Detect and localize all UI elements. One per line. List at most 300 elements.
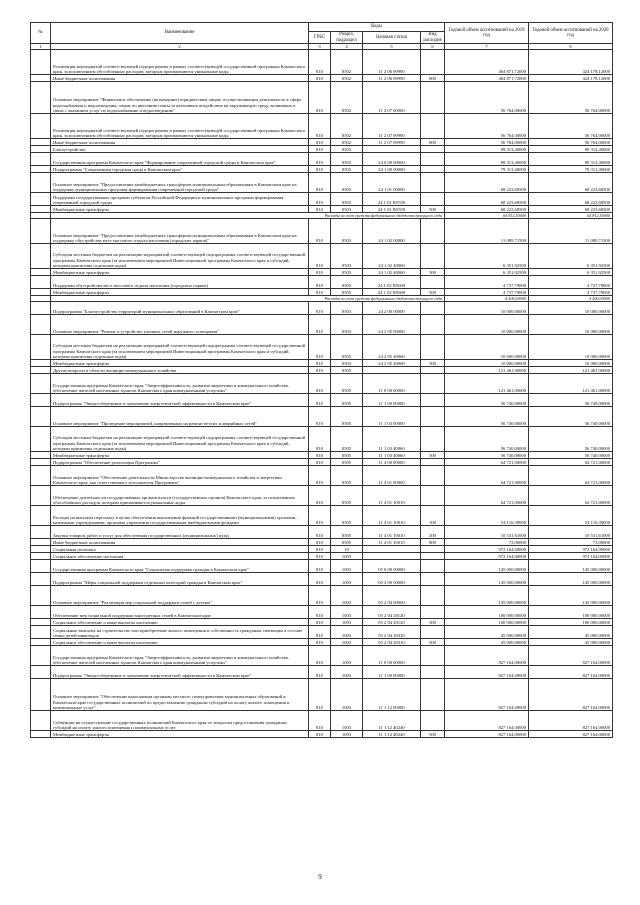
cell-2019: 100 000,00000 — [445, 606, 529, 619]
col-index: 4 — [331, 44, 363, 50]
cell-2019: 68 223,68500 — [445, 193, 529, 206]
cell-vr: 100 — [421, 506, 445, 526]
cell-razdel: 0503 — [331, 244, 363, 269]
cell-name: Государственная программа Камчатского края "Социальная поддержка граждан в Камчатском крае" — [51, 560, 309, 573]
table-row — [31, 75, 613, 82]
cell-2019: 10 000,00000 — [445, 335, 529, 360]
cell-name: Поддержка обустройства мест массового отдыха населения (городских парков) — [51, 276, 309, 289]
cell-vr — [421, 466, 445, 486]
col-index: 8 — [529, 44, 613, 50]
cell-grbs: 810 — [309, 302, 331, 315]
cell-grbs: 810 — [309, 360, 331, 367]
cell-grbs: 810 — [309, 75, 331, 82]
cell-vr — [421, 394, 445, 407]
cell-grbs: 810 — [309, 619, 331, 626]
cell-name: Межбюджетные трансферты — [51, 289, 309, 296]
cell-csr: 11 2 06 09990 — [363, 75, 421, 82]
table-row — [31, 679, 613, 711]
cell-2020: 4 737,79000 — [529, 276, 613, 289]
cell-name: Обеспечение деятельности государственных органов власти (государственных органов) Камчатского края, за исключением обособленных расходов, которым присваиваются уникальные коды — [51, 486, 309, 506]
cell-name: Основное мероприятие "Ремонт и устройство уличных сетей наружного освещения" — [51, 315, 309, 335]
cell-2019: 145 000,00000 — [445, 586, 529, 606]
table-row — [31, 526, 613, 539]
cell-num — [31, 711, 51, 731]
cell-2019: 972 164,00000 — [445, 553, 529, 560]
cell-razdel: 0505 — [331, 539, 363, 546]
cell-razdel: 1003 — [331, 573, 363, 586]
header-razdel: Раздел, подраздел — [331, 32, 363, 44]
cell-2019: 4 737,79000 — [445, 289, 529, 296]
cell-2020: 6 351,92500 — [529, 269, 613, 276]
cell-vr — [421, 367, 445, 374]
cell-csr: 24 2 05 40060 — [363, 335, 421, 360]
cell-razdel: 0503 — [331, 335, 363, 360]
table-row — [31, 146, 613, 153]
cell-num — [31, 459, 51, 466]
header-grbs: ГРБС — [309, 32, 331, 44]
cell-2019: 145 000,00000 — [445, 573, 529, 586]
cell-grbs: 810 — [309, 269, 331, 276]
cell-razdel: 0502 — [331, 75, 363, 82]
cell-2020: 10 000,00000 — [529, 360, 613, 367]
cell-csr: 05 2 00 00000 — [363, 573, 421, 586]
cell-2020: 827 164,00000 — [529, 666, 613, 679]
cell-2019: 56 740,00000 — [445, 452, 529, 459]
cell-name: Социальная политика — [51, 546, 309, 553]
cell-name: Субвенции на осуществление государственных полномочий Камчатского края по вопросам предоставления гражданам субсидий на оплату жилого помещения и коммунальных услуг — [51, 711, 309, 731]
cell-razdel: 0503 — [331, 166, 363, 173]
cell-num — [31, 539, 51, 546]
cell-csr: 11 2 07 09990 — [363, 114, 421, 139]
cell-grbs: 810 — [309, 374, 331, 394]
header-codes: Коды — [309, 23, 445, 32]
cell-2019: 404 871,72000 — [445, 50, 529, 75]
cell-razdel: 0503 — [331, 193, 363, 206]
cell-razdel: 0503 — [331, 206, 363, 213]
cell-2019: 6 351,92500 — [445, 269, 529, 276]
cell-2019: 827 164,00000 — [445, 646, 529, 666]
cell-num — [31, 553, 51, 560]
cell-note: Расходы за счет средств федерального бюджета текущего года — [51, 213, 445, 219]
cell-2020: 827 164,00000 — [529, 711, 613, 731]
table-row — [31, 374, 613, 394]
cell-vr — [421, 335, 445, 360]
cell-2019: 121 461,00000 — [445, 374, 529, 394]
cell-razdel: 1003 — [331, 711, 363, 731]
cell-2020: 68 223,68500 — [529, 206, 613, 213]
cell-2019: 45 000,00000 — [445, 626, 529, 639]
cell-razdel: 0503 — [331, 302, 363, 315]
cell-num — [31, 427, 51, 452]
table-row — [31, 269, 613, 276]
cell-grbs: 810 — [309, 646, 331, 666]
cell-vr: 500 — [421, 289, 445, 296]
cell-2019: 56 740,00000 — [445, 394, 529, 407]
cell-num — [31, 219, 51, 244]
cell-2020: 10 000,00000 — [529, 302, 613, 315]
cell-vr — [421, 193, 445, 206]
cell-grbs: 810 — [309, 173, 331, 193]
cell-grbs: 810 — [309, 427, 331, 452]
cell-razdel: 0505 — [331, 526, 363, 539]
cell-csr — [363, 546, 421, 553]
cell-csr: 24 2 05 00000 — [363, 315, 421, 335]
table-row — [31, 506, 613, 526]
cell-2019: 827 164,00000 — [445, 711, 529, 731]
cell-name: Межбюджетные трансферты — [51, 206, 309, 213]
table-row — [31, 166, 613, 173]
cell-num — [31, 394, 51, 407]
cell-grbs: 810 — [309, 466, 331, 486]
cell-grbs: 810 — [309, 639, 331, 646]
table-row — [31, 466, 613, 486]
cell-grbs: 810 — [309, 244, 331, 269]
cell-razdel: 0503 — [331, 153, 363, 166]
table-row — [31, 173, 613, 193]
cell-2019: 56 740,00000 — [445, 427, 529, 452]
cell-2019: 10 531,61000 — [445, 526, 529, 539]
cell-razdel: 10 — [331, 546, 363, 553]
cell-2020: 145 000,00000 — [529, 573, 613, 586]
cell-name: Поддержка государственных программ субъектов Российской Федерации и муниципальных программ формирования современной городской среды — [51, 193, 309, 206]
cell-grbs: 810 — [309, 335, 331, 360]
cell-num — [31, 153, 51, 166]
cell-vr — [421, 374, 445, 394]
cell-csr: 05 2 04 20120 — [363, 619, 421, 626]
cell-2020: 56 764,00000 — [529, 82, 613, 114]
table-row — [31, 666, 613, 679]
cell-vr — [421, 315, 445, 335]
cell-2020: 145 000,00000 — [529, 586, 613, 606]
cell-name: Основное мероприятие "Реализация мер социальной поддержки семей с детьми" — [51, 586, 309, 606]
cell-name: Подпрограмма "Меры социальной поддержки отдельных категорий граждан в Камчатском крае" — [51, 573, 309, 586]
cell-vr — [421, 276, 445, 289]
cell-2019: 89 313,40000 — [445, 146, 529, 153]
cell-csr: 05 2 04 00000 — [363, 586, 421, 606]
cell-vr — [421, 146, 445, 153]
table-row — [31, 573, 613, 586]
cell-name: Подпрограмма "Современная городская среда в Камчатском крае" — [51, 166, 309, 173]
cell-2019: 972 164,00000 — [445, 546, 529, 553]
cell-2020: 11 089,71500 — [529, 219, 613, 244]
cell-csr: 11 4 01 10010 — [363, 526, 421, 539]
cell-num — [31, 244, 51, 269]
cell-name: Субсидии местным бюджетам на реализацию мероприятий соответствующей подпрограммы соответствующей государственной программы Камчатского края (за исключением мероприятий Инвестиционной программы Камчатского края и субсидий, которым присвоены отдельные коды) — [51, 427, 309, 452]
cell-razdel: 0505 — [331, 407, 363, 427]
cell-csr: 24 1 00 00000 — [363, 166, 421, 173]
cell-2020: 45 000,00000 — [529, 639, 613, 646]
cell-vr — [421, 546, 445, 553]
cell-vr — [421, 573, 445, 586]
table-row — [31, 639, 613, 646]
cell-vr — [421, 486, 445, 506]
cell-num — [31, 82, 51, 114]
table-row — [31, 244, 613, 269]
cell-2019: 64 721,00000 — [445, 486, 529, 506]
cell-csr: 11 1 03 40060 — [363, 427, 421, 452]
table-row — [31, 50, 613, 75]
table-row — [31, 553, 613, 560]
cell-csr: 24 1 01 R5550 — [363, 206, 421, 213]
cell-num — [31, 666, 51, 679]
table-row — [31, 626, 613, 639]
cell-num — [31, 506, 51, 526]
cell-csr: 11 1 00 00000 — [363, 666, 421, 679]
cell-grbs: 810 — [309, 276, 331, 289]
cell-num — [31, 315, 51, 335]
cell-csr: 11 2 06 09990 — [363, 50, 421, 75]
col-index: 6 — [421, 44, 445, 50]
cell-grbs: 810 — [309, 586, 331, 606]
cell-name: Социальное обеспечение и иные выплаты населению — [51, 619, 309, 626]
cell-2020: 64 721,00000 — [529, 466, 613, 486]
cell-vr: 300 — [421, 639, 445, 646]
cell-2019: 404 871,72000 — [445, 75, 529, 82]
cell-name: Основное мероприятие "Обеспечение деятельности Министерства жилищно-коммунального хозяйства и энергетики Камчатского края, как ответственного исполнителя Программы" — [51, 466, 309, 486]
cell-razdel: 1003 — [331, 666, 363, 679]
cell-2020: 121 461,00000 — [529, 367, 613, 374]
cell-name: Благоустройство — [51, 146, 309, 153]
cell-2020: 54 116,39000 — [529, 506, 613, 526]
cell-2020: 6 351,92500 — [529, 244, 613, 269]
cell-2020: 56 764,00000 — [529, 114, 613, 139]
cell-vr: 300 — [421, 619, 445, 626]
cell-2019: 68 223,68500 — [445, 206, 529, 213]
cell-2019: 64 812,50000 — [445, 213, 529, 219]
cell-csr: 05 2 04 20310 — [363, 639, 421, 646]
cell-vr: 800 — [421, 539, 445, 546]
cell-razdel: 0505 — [331, 367, 363, 374]
cell-grbs: 810 — [309, 666, 331, 679]
cell-2020: 45 000,00000 — [529, 626, 613, 639]
cell-num — [31, 606, 51, 619]
cell-num — [31, 626, 51, 639]
cell-num — [31, 731, 51, 738]
cell-razdel: 0503 — [331, 146, 363, 153]
cell-grbs: 810 — [309, 560, 331, 573]
cell-razdel: 1003 — [331, 560, 363, 573]
cell-razdel: 1003 — [331, 553, 363, 560]
cell-grbs: 810 — [309, 526, 331, 539]
cell-name: Социальное обеспечение населения — [51, 553, 309, 560]
cell-name: Реализация мероприятий соответствующей подпрограммы в рамках соответствующей государственной программы Камчатского края, за исключением обособленных расходов, которым присваиваются уникальные коды — [51, 114, 309, 139]
cell-2020: 89 313,40000 — [529, 153, 613, 166]
col-index: 1 — [31, 44, 51, 50]
cell-csr: 11 0 00 00000 — [363, 374, 421, 394]
cell-csr: 11 4 01 10010 — [363, 539, 421, 546]
cell-name: Другие вопросы в области жилищно-коммунального хозяйства — [51, 367, 309, 374]
cell-name: Межбюджетные трансферты — [51, 731, 309, 738]
cell-2020: 73,00000 — [529, 539, 613, 546]
cell-2020: 100 000,00000 — [529, 619, 613, 626]
cell-razdel: 0505 — [331, 486, 363, 506]
cell-vr — [421, 114, 445, 139]
cell-2020: 68 223,68500 — [529, 193, 613, 206]
table-row — [31, 546, 613, 553]
cell-2020: 64 812,50000 — [529, 213, 613, 219]
cell-grbs: 810 — [309, 452, 331, 459]
table-row — [31, 206, 613, 213]
table-row — [31, 539, 613, 546]
cell-name: Подпрограмма "Благоустройство территорий муниципальных образований в Камчатском крае" — [51, 302, 309, 315]
cell-2019: 100 000,00000 — [445, 619, 529, 626]
cell-vr — [421, 606, 445, 619]
cell-vr — [421, 173, 445, 193]
cell-2019: 10 000,00000 — [445, 302, 529, 315]
cell-num — [31, 75, 51, 82]
cell-name: Основное мероприятие "Обеспечение выполнения органами местного самоуправления муниципальных образований в Камчатском крае государственных полномочий по предоставлению гражданам субсидий на оплату жилого помещения и коммунальных услуг" — [51, 679, 309, 711]
cell-2019: 145 000,00000 — [445, 560, 529, 573]
cell-name: Подпрограмма "Энергосбережение и повышение энергетической эффективности в Камчатском крае" — [51, 394, 309, 407]
table-row — [31, 560, 613, 573]
budget-sheet — [30, 22, 612, 738]
cell-grbs: 810 — [309, 553, 331, 560]
cell-num — [31, 50, 51, 75]
cell-num — [31, 374, 51, 394]
cell-csr: 11 1 12 40240 — [363, 731, 421, 738]
cell-vr: 500 — [421, 452, 445, 459]
cell-grbs: 810 — [309, 219, 331, 244]
cell-num — [31, 586, 51, 606]
cell-vr: 500 — [421, 360, 445, 367]
cell-razdel: 0505 — [331, 452, 363, 459]
cell-2020: 56 740,00000 — [529, 427, 613, 452]
cell-2020: 10 000,00000 — [529, 315, 613, 335]
cell-vr — [421, 427, 445, 452]
cell-razdel: 1003 — [331, 626, 363, 639]
budget-table — [30, 22, 613, 738]
table-row — [31, 153, 613, 166]
cell-csr: 24 1 02 R5600 — [363, 276, 421, 289]
cell-num — [31, 193, 51, 206]
cell-grbs: 810 — [309, 139, 331, 146]
cell-razdel: 1003 — [331, 679, 363, 711]
cell-grbs: 810 — [309, 315, 331, 335]
cell-2020: 827 164,00000 — [529, 679, 613, 711]
cell-2019: 56 764,00000 — [445, 114, 529, 139]
cell-name: Основное мероприятие "Предоставление межбюджетных трансфертов муниципальным образованиям в Камчатском крае на поддержку муниципальных программ формирования современной городской среды" — [51, 173, 309, 193]
cell-2019: 827 164,00000 — [445, 679, 529, 711]
cell-2020: 100 000,00000 — [529, 606, 613, 619]
cell-vr — [421, 646, 445, 666]
col-index: 5 — [363, 44, 421, 50]
cell-2020: 10 531,61000 — [529, 526, 613, 539]
table-row — [31, 219, 613, 244]
cell-2020: 64 721,00000 — [529, 459, 613, 466]
cell-grbs: 810 — [309, 573, 331, 586]
cell-2020: 56 764,00000 — [529, 139, 613, 146]
table-row — [31, 452, 613, 459]
cell-num — [31, 560, 51, 573]
cell-grbs: 810 — [309, 679, 331, 711]
cell-grbs: 810 — [309, 407, 331, 427]
table-row — [31, 302, 613, 315]
cell-name: Основное мероприятие "Предоставление межбюджетных трансфертов муниципальным образованиям в Камчатском крае на поддержку обустройства мест массового отдыха населения (городских парков)" — [51, 219, 309, 244]
cell-name: Государственная программа Камчатского края "Энергоэффективность, развитие энергетики и коммунального хозяйства, обеспечение жителей населенных пунктов Камчатского края коммунальными услугами" — [51, 374, 309, 394]
cell-vr — [421, 244, 445, 269]
cell-num — [31, 289, 51, 296]
cell-name: Иные бюджетные ассигнования — [51, 75, 309, 82]
cell-name: Реализация мероприятий соответствующей подпрограммы в рамках соответствующей государственной программы Камчатского края, за исключением обособленных расходов, которым присваиваются уникальные коды — [51, 50, 309, 75]
cell-2020: 4 737,79000 — [529, 289, 613, 296]
table-row — [31, 335, 613, 360]
cell-2020: 56 740,00000 — [529, 407, 613, 427]
cell-name: Субсидии местным бюджетам на реализацию мероприятий соответствующей подпрограммы соответствующей государственной программы Камчатского края (за исключением мероприятий Инвестиционной программы Камчатского края и субсидий, которым присвоены отдельные коды) — [51, 244, 309, 269]
cell-csr — [363, 553, 421, 560]
cell-razdel: 0503 — [331, 269, 363, 276]
cell-razdel: 0505 — [331, 394, 363, 407]
cell-csr: 24 1 02 40060 — [363, 269, 421, 276]
cell-num — [31, 302, 51, 315]
cell-razdel: 1003 — [331, 639, 363, 646]
cell-num — [31, 206, 51, 213]
cell-vr: 500 — [421, 206, 445, 213]
cell-csr: 11 1 12 00000 — [363, 679, 421, 711]
cell-grbs: 810 — [309, 506, 331, 526]
cell-razdel: 1003 — [331, 586, 363, 606]
cell-razdel: 0505 — [331, 466, 363, 486]
cell-vr — [421, 560, 445, 573]
cell-razdel: 0503 — [331, 219, 363, 244]
cell-name: Межбюджетные трансферты — [51, 360, 309, 367]
cell-csr: 05 2 04 20310 — [363, 626, 421, 639]
cell-name: Государственная программа Камчатского края "Формирование современной городской среды в Камчатском крае" — [51, 153, 309, 166]
cell-razdel: 0502 — [331, 82, 363, 114]
cell-grbs: 810 — [309, 166, 331, 173]
cell-2020: 4 500,00000 — [529, 296, 613, 302]
table-row — [31, 606, 613, 619]
cell-2020: 424 178,12000 — [529, 50, 613, 75]
table-row — [31, 276, 613, 289]
cell-vr — [421, 459, 445, 466]
cell-vr: 500 — [421, 269, 445, 276]
cell-2019: 4 500,00000 — [445, 296, 529, 302]
table-row — [31, 407, 613, 427]
cell-vr: 800 — [421, 139, 445, 146]
cell-num — [31, 276, 51, 289]
cell-vr — [421, 626, 445, 639]
cell-name: Обеспечение мер социальной поддержки многодетных семей в Камчатском крае — [51, 606, 309, 619]
cell-2020: 56 740,00000 — [529, 452, 613, 459]
cell-2019: 64 721,00000 — [445, 466, 529, 486]
cell-2020: 64 721,00000 — [529, 486, 613, 506]
cell-name: Межбюджетные трансферты — [51, 269, 309, 276]
cell-name: Подпрограмма "Энергосбережение и повышение энергетической эффективности в Камчатском крае" — [51, 666, 309, 679]
cell-razdel: 0502 — [331, 50, 363, 75]
cell-vr — [421, 302, 445, 315]
cell-vr — [421, 679, 445, 711]
cell-num — [31, 407, 51, 427]
cell-2019: 73,00000 — [445, 539, 529, 546]
cell-num — [31, 573, 51, 586]
cell-2020: 56 740,00000 — [529, 394, 613, 407]
cell-csr: 24 1 02 00000 — [363, 219, 421, 244]
cell-grbs: 810 — [309, 626, 331, 639]
cell-2019: 827 164,00000 — [445, 731, 529, 738]
cell-name: Основное мероприятие "Финансовое обеспечение (возмещение) юридическим лицам, осуществляющим деятельность в сфере водоснабжения и водоотведения, затрат по внесению платы за негативное воздействие на окружающую среду, возникших в связи с оказанием услуг по водоснабжению и водоотведению" — [51, 82, 309, 114]
cell-2019: 6 351,92500 — [445, 244, 529, 269]
cell-vr — [421, 407, 445, 427]
cell-2019: 10 000,00000 — [445, 360, 529, 367]
header-csr: Целевая статья — [363, 32, 421, 44]
cell-csr: 24 0 00 00000 — [363, 153, 421, 166]
cell-csr: 11 1 12 40240 — [363, 711, 421, 731]
header-vr: Вид расходов — [421, 32, 445, 44]
cell-grbs: 810 — [309, 206, 331, 213]
header-num: № — [31, 23, 51, 44]
cell-num — [31, 173, 51, 193]
cell-csr: 11 2 07 00000 — [363, 82, 421, 114]
